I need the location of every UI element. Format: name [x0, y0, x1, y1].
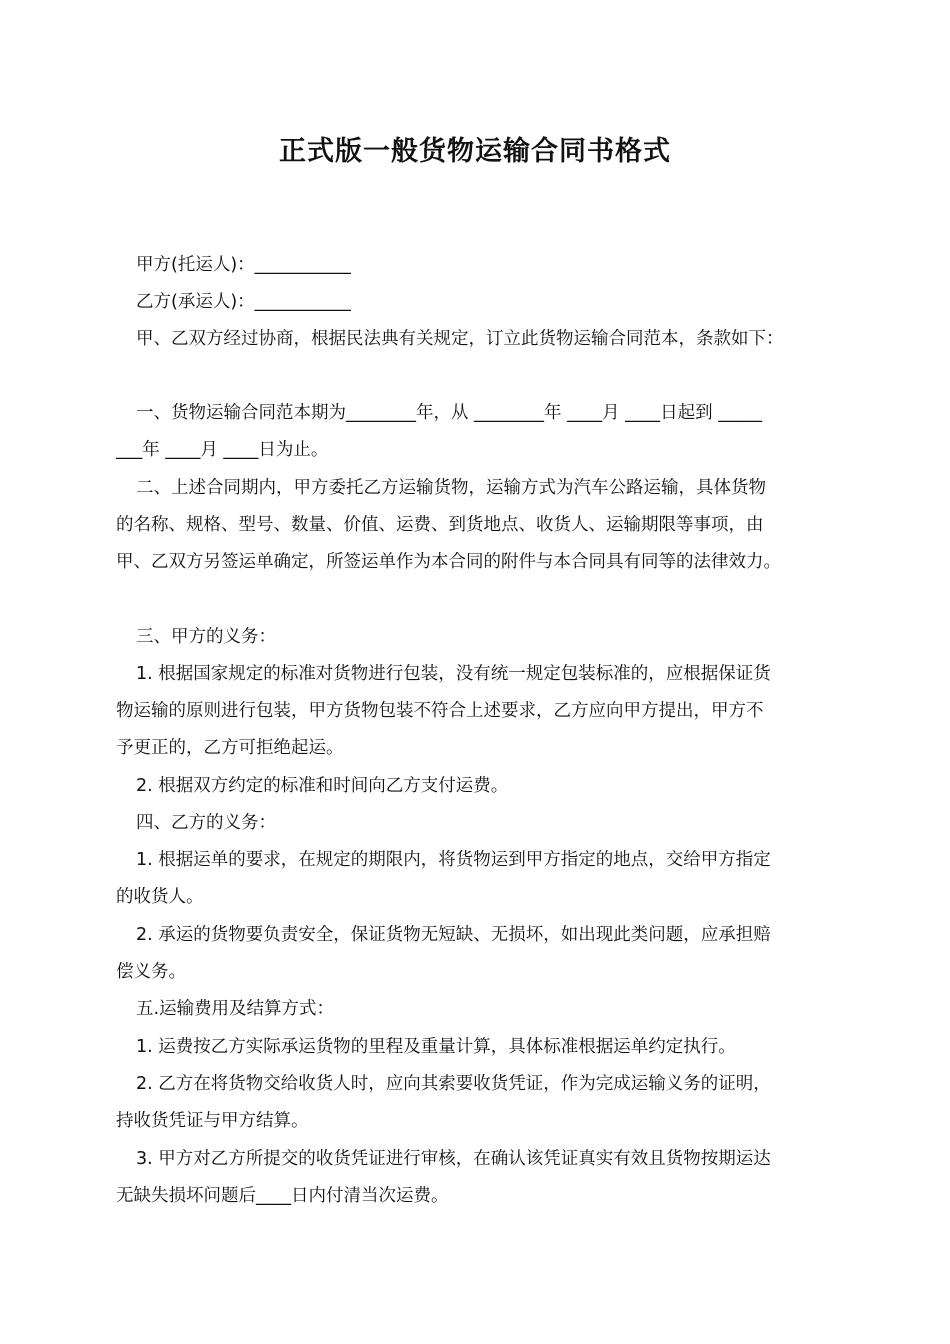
clause-5-item-1: 1. 运费按乙方实际承运货物的里程及重量计算，具体标准根据运单约定执行。 — [136, 1037, 736, 1057]
clause-3-item-2: 2. 根据双方约定的标准和时间向乙方支付运费。 — [136, 776, 509, 796]
clause-4-item-1-line-1: 1. 根据运单的要求，在规定的期限内，将货物运到甲方指定的地点，交给甲方指定 — [136, 850, 771, 870]
preamble-line: 甲、乙双方经过协商，根据民法典有关规定，订立此货物运输合同范本，条款如下： — [136, 329, 784, 349]
clause-3-item-1-line-2: 物运输的原则进行包装，甲方货物包装不符合上述要求，乙方应向甲方提出，甲方不 — [116, 701, 764, 721]
clause-5-item-3-line-2: 无缺失损坏问题后____日内付清当次运费。 — [116, 1186, 449, 1206]
clause-3-item-1-line-1: 1. 根据国家规定的标准对货物进行包装，没有统一规定包装标准的，应根据保证货 — [136, 664, 771, 684]
clause-5-item-2-line-1: 2. 乙方在将货物交给收货人时，应向其索要收货凭证，作为完成运输义务的证明， — [136, 1074, 771, 1094]
party-a-line: 甲方(托运人)：___________ — [136, 255, 351, 275]
clause-2-line-2: 的名称、规格、型号、数量、价值、运费、到货地点、收货人、运输期限等事项，由 — [116, 515, 764, 535]
clause-1-line-1: 一、货物运输合同范本期为________年，从 ________年 ____月 ____日起到 _____ — [136, 403, 762, 423]
document-title: 正式版一般货物运输合同书格式 — [279, 136, 671, 167]
clause-3-item-1-line-3: 予更正的，乙方可拒绝起运。 — [116, 738, 344, 758]
clause-2-line-1: 二、上述合同期内，甲方委托乙方运输货物，运输方式为汽车公路运输，具体货物 — [136, 478, 766, 498]
clause-1-line-2: ___年 ____月 ____日为止。 — [116, 440, 329, 460]
clause-4-item-2-line-2: 偿义务。 — [116, 962, 186, 982]
clause-5-item-2-line-2: 持收货凭证与甲方结算。 — [116, 1111, 309, 1131]
clause-5-heading: 五.运输费用及结算方式： — [136, 999, 335, 1019]
clause-5-item-3-line-1: 3. 甲方对乙方所提交的收货凭证进行审核，在确认该凭证真实有效且货物按期运达 — [136, 1149, 771, 1169]
clause-4-item-1-line-2: 的收货人。 — [116, 887, 204, 907]
clause-2-line-3: 甲、乙双方另签运单确定，所签运单作为本合同的附件与本合同具有同等的法律效力。 — [116, 552, 781, 572]
clause-3-heading: 三、甲方的义务： — [136, 627, 276, 647]
clause-4-heading: 四、乙方的义务： — [136, 813, 276, 833]
clause-4-item-2-line-1: 2. 承运的货物要负责安全，保证货物无短缺、无损坏，如出现此类问题，应承担赔 — [136, 925, 771, 945]
party-b-line: 乙方(承运人)：___________ — [136, 292, 351, 312]
